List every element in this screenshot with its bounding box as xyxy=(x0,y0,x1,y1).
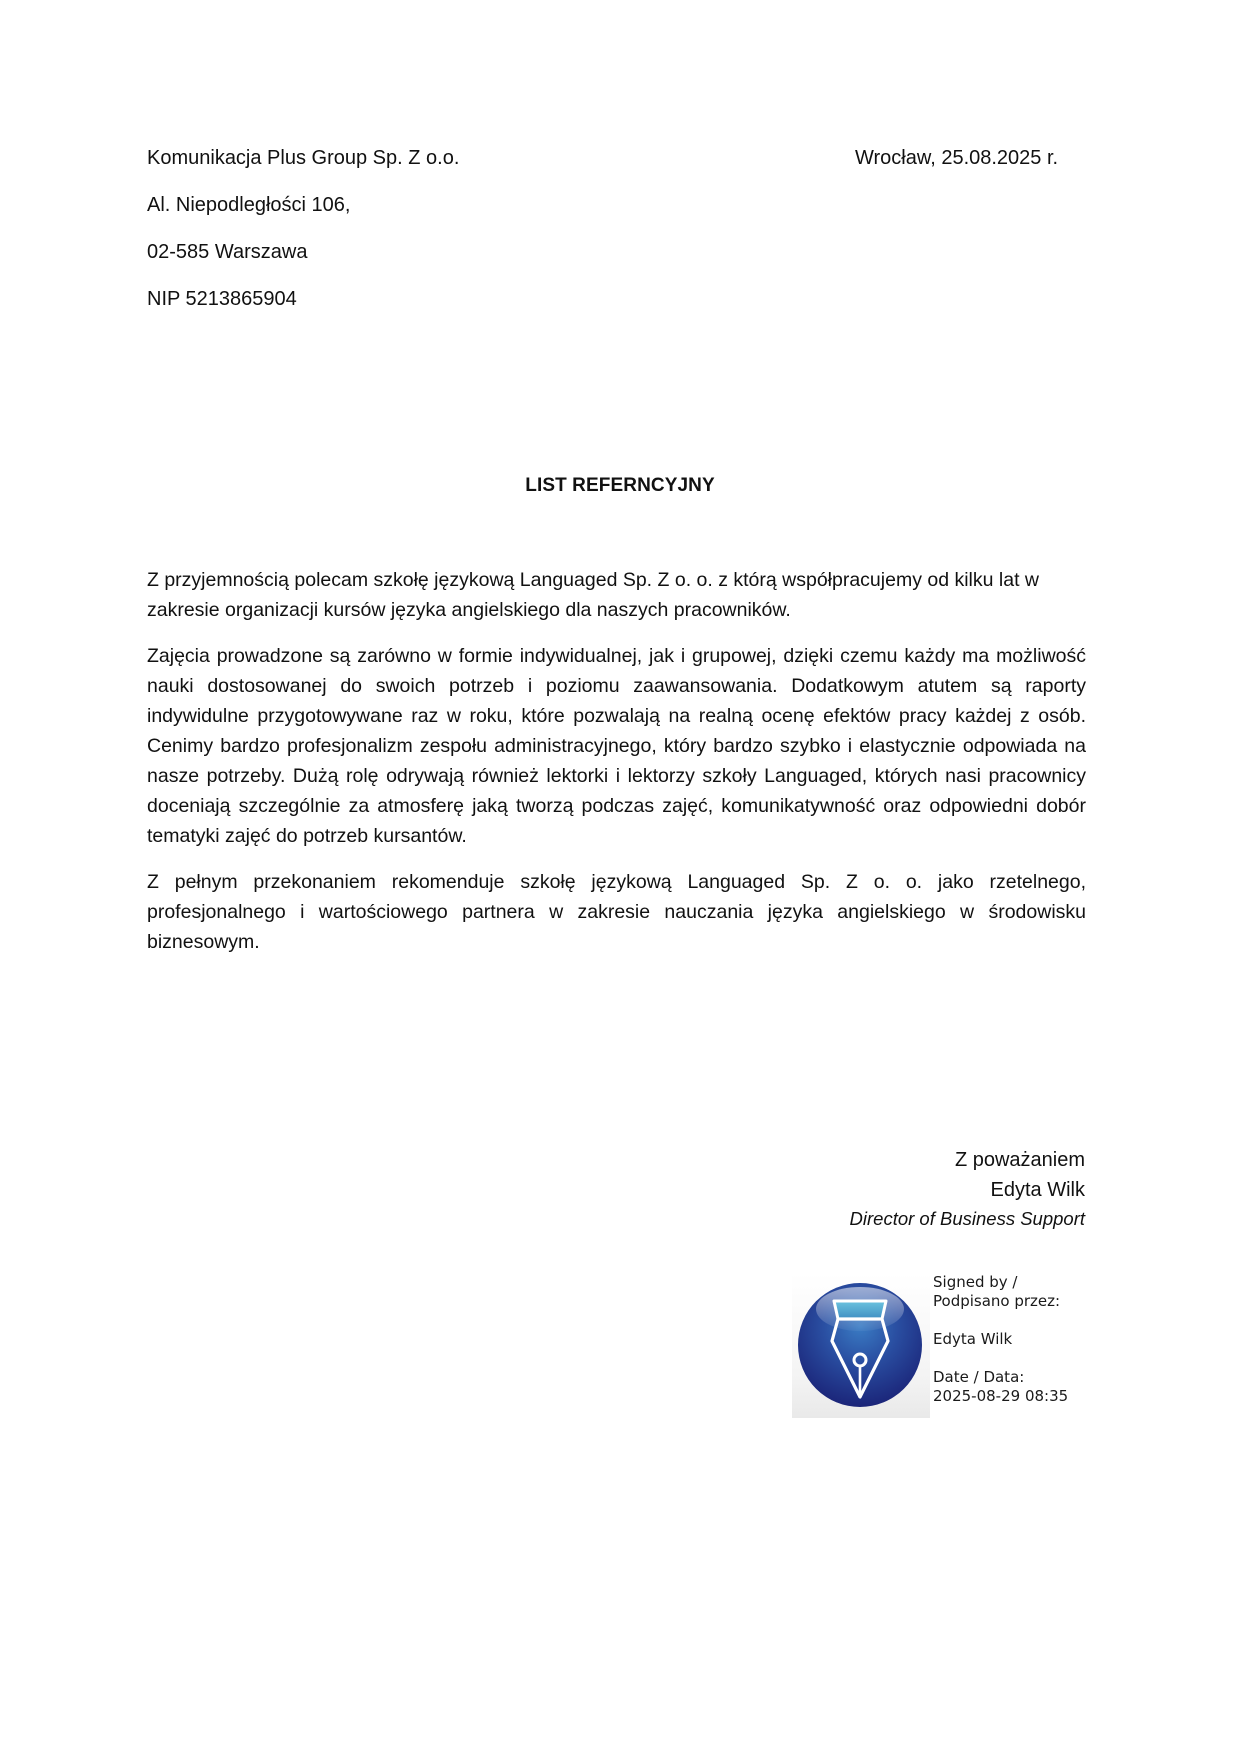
sender-postal-city: 02-585 Warszawa xyxy=(147,241,308,263)
closing-salutation: Z poważaniem xyxy=(954,1149,1085,1171)
signatory-role: Director of Business Support xyxy=(849,1208,1085,1229)
letter-body xyxy=(147,565,1086,973)
sender-company: Komunikacja Plus Group Sp. Z o.o. xyxy=(147,147,460,169)
place-and-date: Wrocław, 25.08.2025 r. xyxy=(855,147,1059,169)
sender-address-block xyxy=(147,147,459,335)
sender-nip: NIP 5213865904 xyxy=(147,288,297,310)
signature-icon-container xyxy=(792,1273,930,1418)
signature-details xyxy=(933,1273,1068,1406)
signed-by-label-en: Signed by / xyxy=(933,1273,1018,1291)
fountain-pen-nib-icon xyxy=(794,1279,928,1413)
paragraph-recommendation: Z pełnym przekonaniem rekomenduje szkołę językową Languaged Sp. Z o. o. jako rzetelnego, profesjonalnego i wartościowego partnera w zakresie nauczania języka angielskiego w środowisku biznesowym. xyxy=(147,871,1086,953)
paragraph-intro: Z przyjemnością polecam szkołę językową Languaged Sp. Z o. o. z którą współpracujemy od kilku lat w zakresie organizacji kursów języka angielskiego dla naszych pracowników. xyxy=(147,569,1039,621)
signature-date-label: Date / Data: xyxy=(933,1368,1025,1386)
signatory-name: Edyta Wilk xyxy=(990,1179,1085,1201)
document-title: LIST REFERNCYJNY xyxy=(525,475,715,496)
signature-date-value: 2025-08-29 08:35 xyxy=(933,1387,1069,1405)
paragraph-details: Zajęcia prowadzone są zarówno w formie indywidualnej, jak i grupowej, dzięki czemu każdy ma możliwość nauki dostosowanej do swoich potrzeb i poziomu zaawansowania. Dodatkowym atutem są raporty indywidulne przygotowywane raz w roku, które pozwalają na realną ocenę efektów pracy każdej z osób. Cenimy bardzo profesjonalizm zespołu administracyjnego, który bardzo szybko i elastycznie odpowiada na nasze potrzeby. Dużą rolę odrywają również lektorki i lektorzy szkoły Languaged, których nasi pracownicy doceniają szczególnie za atmosferę jaką tworzą podczas zajęć, komunikatywność oraz odpowiedni dobór tematyki zajęć do potrzeb kursantów. xyxy=(147,645,1086,847)
digital-signature-stamp xyxy=(792,1273,1092,1423)
signature-signer: Edyta Wilk xyxy=(933,1330,1013,1348)
closing-block xyxy=(850,1145,1085,1233)
signed-by-label-pl: Podpisano przez: xyxy=(933,1292,1061,1310)
sender-street: Al. Niepodległości 106, xyxy=(147,194,351,216)
